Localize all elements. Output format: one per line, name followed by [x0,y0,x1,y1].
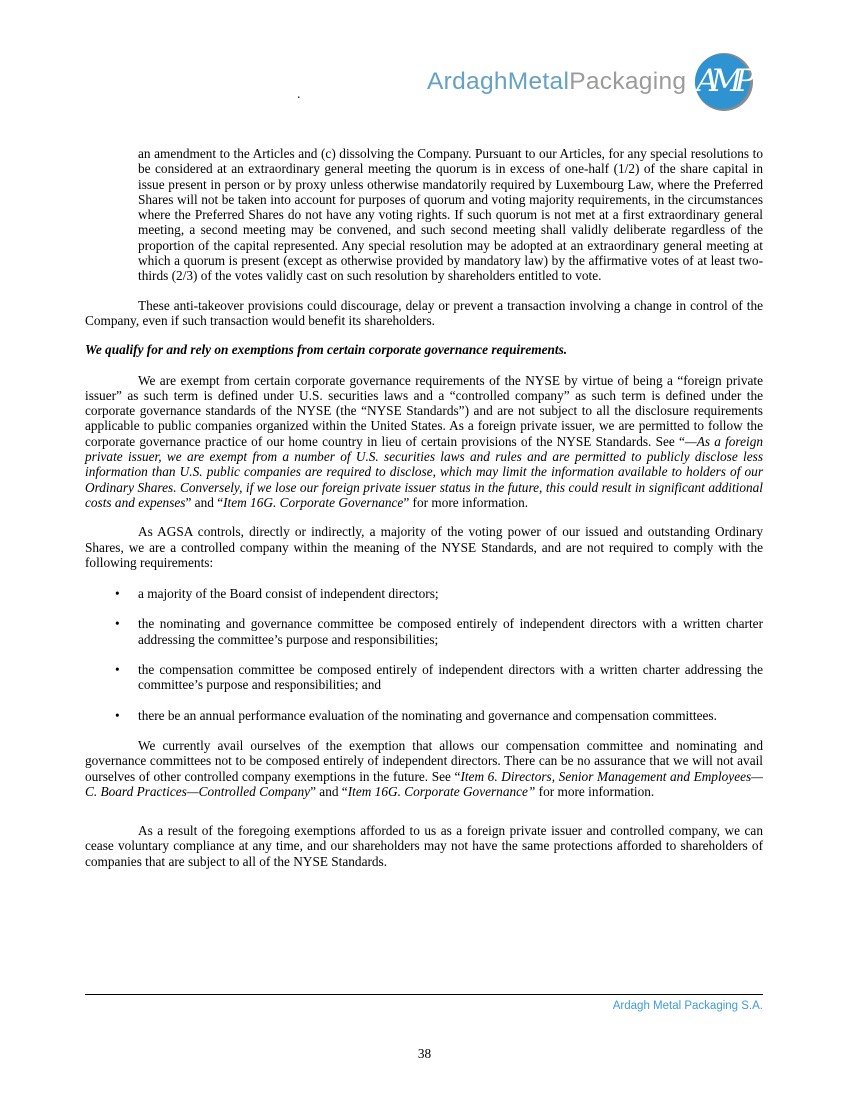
amp-monogram-icon [695,53,753,111]
avail-paragraph: We currently avail ourselves of the exemption that allows our compensation committee and nominating and governance committees not to be composed entirely of independent directors. There can be no assurance that we will not avail ourselves of other controlled company exemptions in the future. See “Item 6. Directors, Senior Management and Employees—C. Board Practices—Controlled Company” and “Item 16G. Corporate Governance” for more information. [85,737,763,799]
footer-company-name: Ardagh Metal Packaging S.A. [612,1000,763,1012]
footer-rule [85,994,763,995]
agsa-paragraph: As AGSA controls, directly or indirectly, a majority of the voting power of our issued and outstanding Ordinary Shares, we are a controlled company within the meaning of the NYSE Standards, and are not required to comply with the following requirements: [85,524,763,570]
bullet-item [85,662,763,693]
bullet-marker: • [115,586,120,602]
page-body [85,146,763,869]
monogram-letters: AMP [696,63,748,99]
bullet-marker: • [115,662,120,678]
logo-wordmark-gray: Packaging [569,68,687,95]
company-logo [427,53,753,111]
logo-wordmark-blue: ArdaghMetal [427,68,570,95]
page-number: 38 [417,1046,432,1061]
bullet-text: the compensation committee be composed entirely of independent directors with a written charter addressing the committee’s purpose and responsibilities; and [138,662,763,693]
stray-dot: . [297,87,301,102]
anti-takeover-paragraph: These anti-takeover provisions could discourage, delay or prevent a transaction involving a change in control of the Company, even if such transaction would benefit its shareholders. [85,297,763,328]
bullet-marker: • [115,707,120,723]
bullet-text: there be an annual performance evaluation of the nominating and governance and compensation committees. [138,707,717,723]
bullet-item [85,616,763,647]
quote-paragraph: an amendment to the Articles and (c) dissolving the Company. Pursuant to our Articles, for any special resolutions to be considered at an extraordinary general meeting the quorum is in excess of one-half (1/2) of the share capital in issue present in person or by proxy unless otherwise mandatorily required by Luxembourg Law, where the Preferred Shares will not be taken into account for purposes of quorum and voting majority requirements, in the circumstances where the Preferred Shares do not have any voting rights. If such quorum is not met at a first extraordinary general meeting, a second meeting may be convened, and such second meeting shall validly deliberate regardless of the proportion of the capital represented. Any special resolution may be adopted at an extraordinary general meeting at which a quorum is present (except as otherwise provided by mandatory law) by the affirmative votes of at least two-thirds (2/3) of the votes validly cast on such resolution by shareholders entitled to vote. [138,146,763,284]
bullet-text: a majority of the Board consist of independent directors; [138,586,439,602]
result-paragraph: As a result of the foregoing exemptions afforded to us as a foreign private issuer and controlled company, we can cease voluntary compliance at any time, and our shareholders may not have the same protections afforded to shareholders of companies that are subject to all of the NYSE Standards. [85,823,763,869]
bullet-item [85,708,763,723]
bullet-item [85,586,763,601]
requirements-bullet-list [85,586,763,723]
exempt-paragraph: We are exempt from certain corporate governance requirements of the NYSE by virtue of being a “foreign private issuer” as such term is defined under U.S. securities laws and a “controlled company” as such term is defined under the corporate governance standards of the NYSE (the “NYSE Standards”) and are not subject to all the disclosure requirements applicable to public companies organized within the United States. As a foreign private issuer, we are permitted to follow the corporate governance practice of our home country in lieu of certain provisions of the NYSE Standards. See “—As a foreign private issuer, we are exempt from a number of U.S. securities laws and rules and are permitted to publicly disclose less information than U.S. public companies are required to disclose, which may limit the information available to holders of our Ordinary Shares. Conversely, if we lose our foreign private issuer status in the future, this could result in significant additional costs and expenses” and “Item 16G. Corporate Governance” for more information. [85,372,763,510]
bullet-text: the nominating and governance committee be composed entirely of independent directors with a written charter addressing the committee’s purpose and responsibilities; [138,616,763,647]
logo-wordmark [427,68,686,96]
governance-heading: We qualify for and rely on exemptions from certain corporate governance requirements. [85,342,568,358]
bullet-marker: • [115,616,120,632]
